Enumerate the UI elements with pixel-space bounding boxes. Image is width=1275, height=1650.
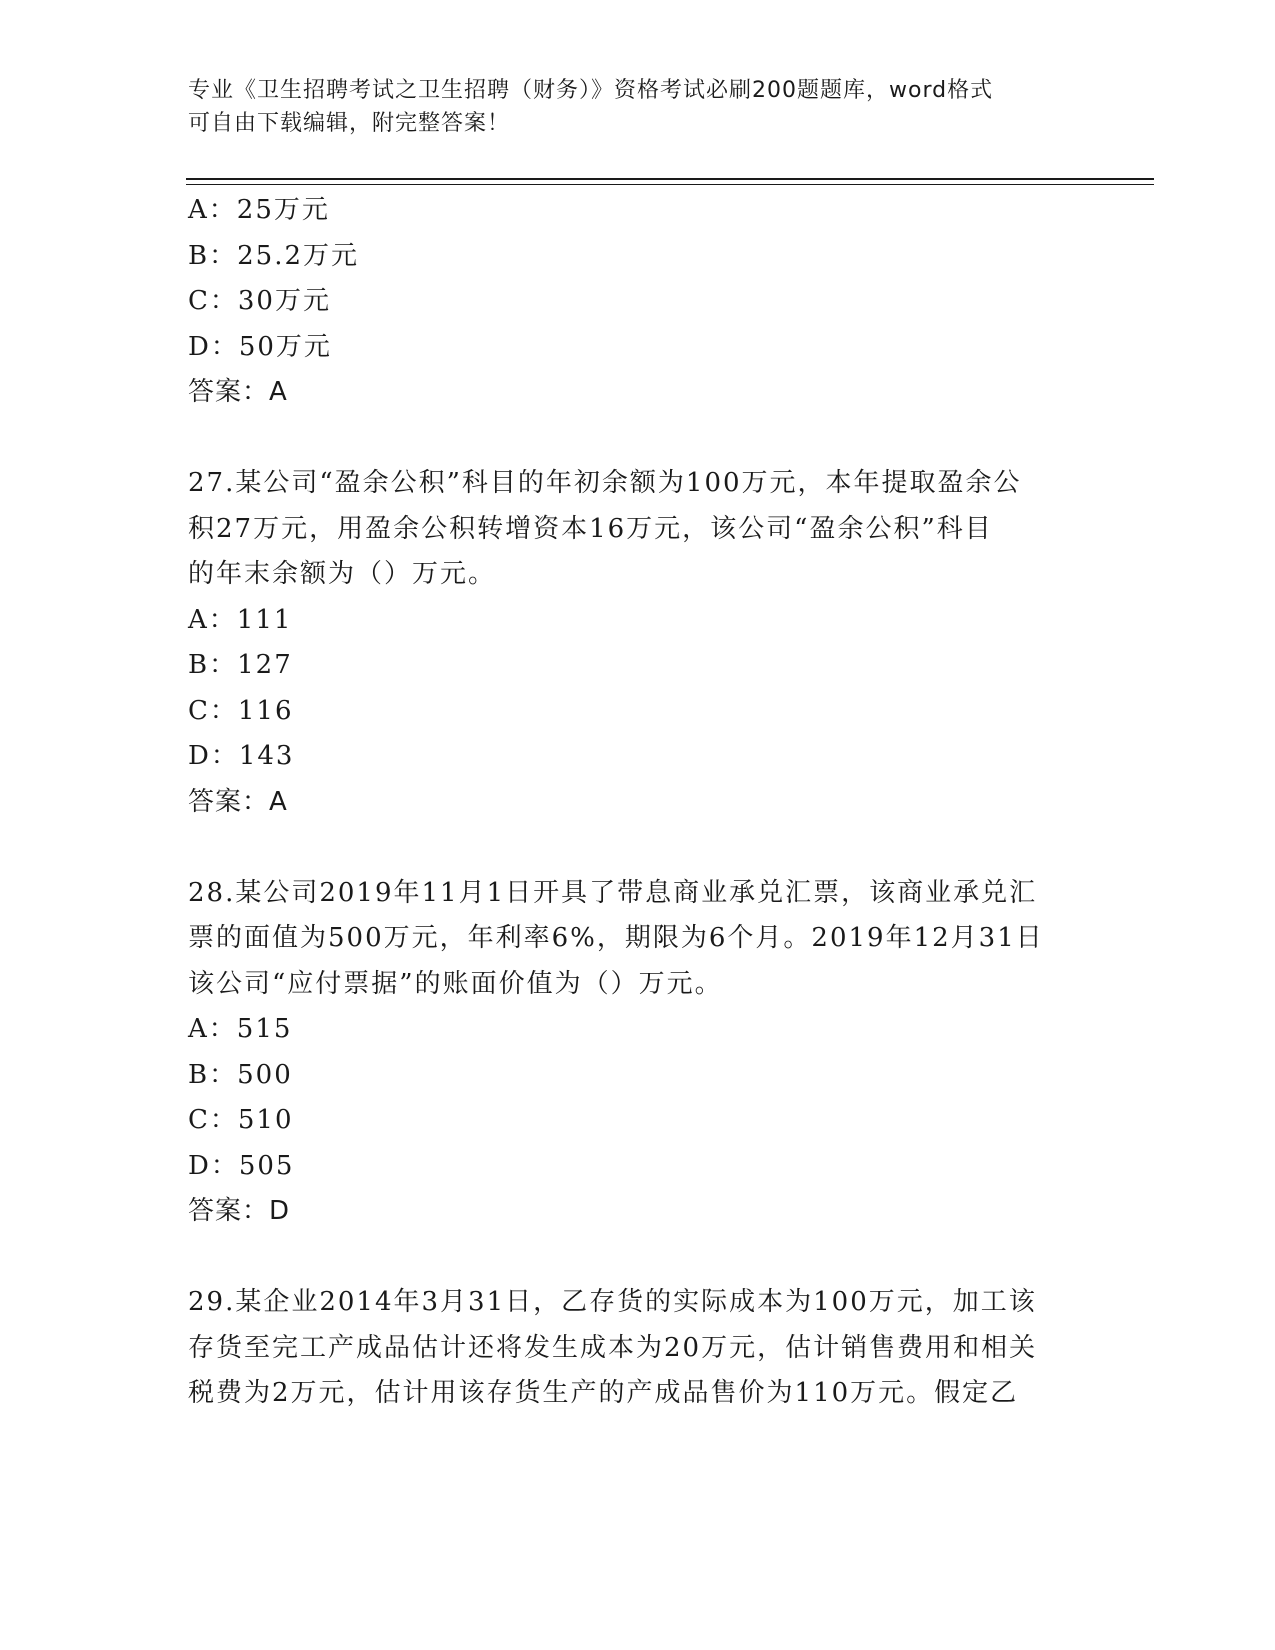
question-text-line: 税费为2万元，估计用该存货生产的产成品售价为110万元。假定乙 — [188, 1378, 1019, 1408]
option-d: D：505 — [188, 1150, 295, 1181]
question-text-line: 的年末余额为（）万元。 — [188, 559, 497, 589]
answer: 答案：A — [188, 786, 288, 817]
header-line-1: 专业《卫生招聘考试之卫生招聘（财务）》资格考试必刷200题题库，word格式 — [188, 78, 994, 103]
question-text-line: 28.某公司2019年11月1日开具了带息商业承兑汇票，该商业承兑汇 — [188, 877, 1038, 908]
question-text-line: 存货至完工产成品估计还将发生成本为20万元，估计销售费用和相关 — [188, 1332, 1038, 1363]
document-header — [188, 74, 1068, 140]
header-line-2: 可自由下载编辑，附完整答案！ — [188, 111, 511, 136]
question-text-line: 积27万元，用盈余公积转增资本16万元，该公司“盈余公积”科目 — [188, 513, 993, 544]
option-c: C：30万元 — [188, 286, 331, 316]
question-27 — [188, 461, 1088, 825]
option-c: C：510 — [188, 1105, 294, 1135]
answer: 答案：D — [188, 1196, 291, 1226]
question-text-line: 29.某企业2014年3月31日，乙存货的实际成本为100万元，加工该 — [188, 1287, 1037, 1317]
option-a: A：111 — [188, 604, 293, 635]
question-text-line: 27.某公司“盈余公积”科目的年初余额为100万元，本年提取盈余公 — [188, 468, 1022, 498]
header-rule-thin — [186, 184, 1154, 185]
question-28 — [188, 871, 1088, 1235]
prev-question — [188, 188, 1088, 416]
question-29 — [188, 1280, 1088, 1417]
answer: 答案：A — [188, 377, 288, 407]
spacer — [188, 825, 1088, 871]
header-rule-thick — [186, 178, 1154, 180]
spacer — [188, 1235, 1088, 1281]
option-d: D：143 — [188, 741, 295, 771]
spacer — [188, 416, 1088, 462]
option-a: A：25万元 — [188, 195, 330, 225]
option-d: D：50万元 — [188, 331, 332, 362]
question-text-line: 该公司“应付票据”的账面价值为（）万元。 — [188, 968, 723, 999]
option-b: B：500 — [188, 1059, 293, 1090]
option-b: B：127 — [188, 650, 293, 680]
option-c: C：116 — [188, 695, 294, 726]
option-b: B：25.2万元 — [188, 240, 359, 271]
option-a: A：515 — [188, 1014, 293, 1044]
document-body — [188, 188, 1088, 1417]
question-text-line: 票的面值为500万元，年利率6%，期限为6个月。2019年12月31日 — [188, 923, 1044, 953]
